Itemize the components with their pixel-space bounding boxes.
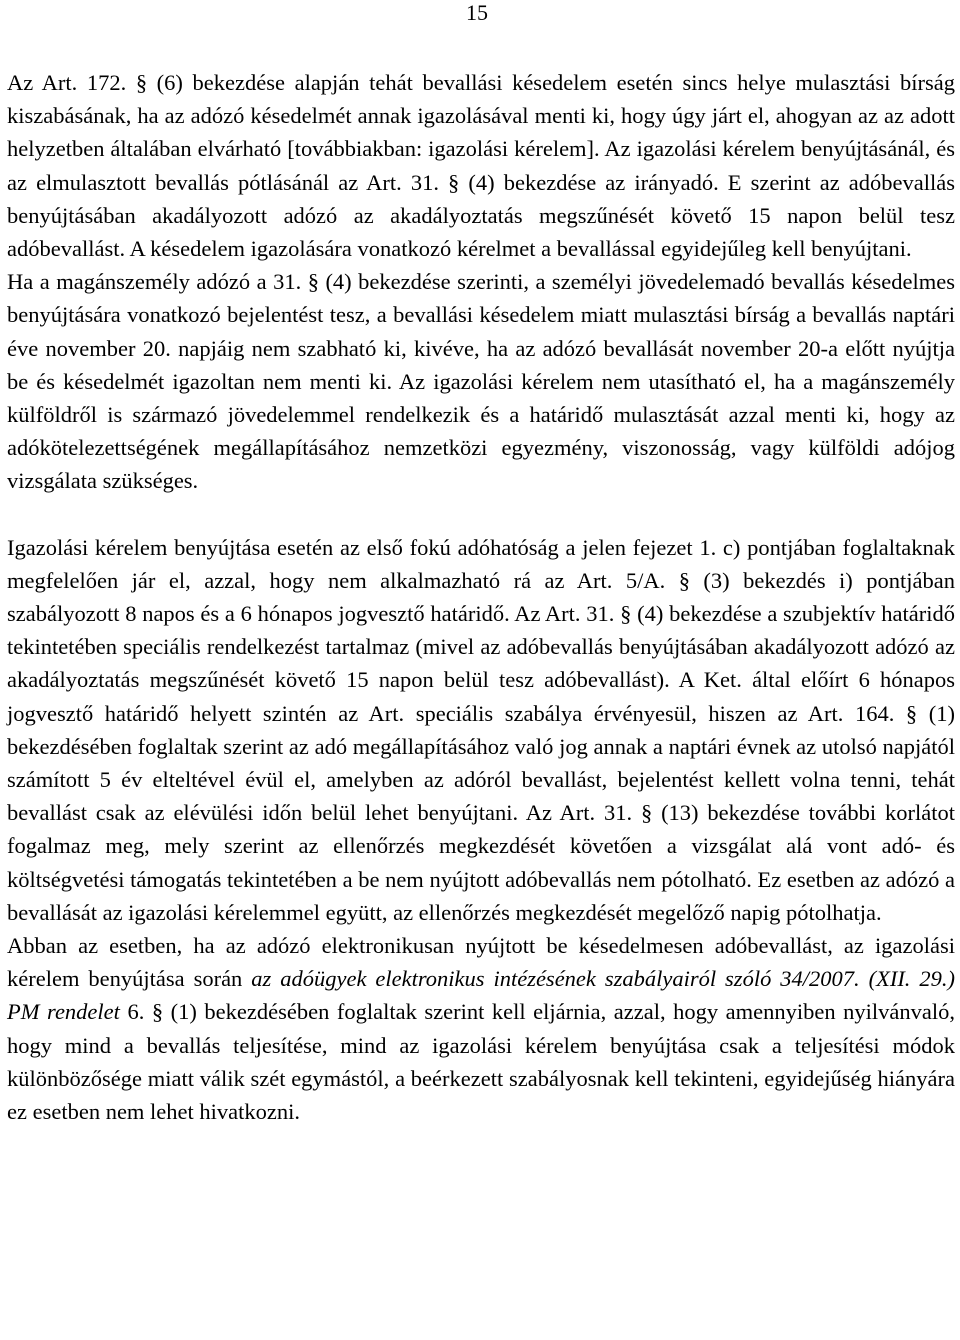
document-body (7, 66, 955, 1128)
paragraph-2-text: Ha a magánszemély adózó a 31. § (4) bekezdése szerinti, a személyi jövedelemadó bevallás késedelmes benyújtására vonatkozó bejelentést tesz, a bevallási késedelem miatt mulasztási bírság a bevallás naptári éve november 20. napjáig nem szabható ki, kivéve, ha az adózó bevallását november 20-a előtt nyújtja be és késedelmét igazoltan nem menti ki. Az igazolási kérelem nem utasítható el, ha a magánszemély külföldről is származó jövedelemmel rendelkezik és a határidő mulasztását azzal menti ki, hogy az adókötelezettségének megállapításához nemzetközi egyezmény, viszonosság, vagy külföldi adójog vizsgálata szükséges. (7, 269, 955, 494)
paragraph-3-text: Igazolási kérelem benyújtása esetén az első fokú adóhatóság a jelen fejezet 1. c) pontjában foglaltaknak megfelelően jár el, azzal, hogy nem alkalmazható rá az Art. 5/A. § (3) bekezdés i) pontjában szabályozott 8 napos és a 6 hónapos jogvesztő határidő. Az Art. 31. § (4) bekezdése a szubjektív határidő tekintetében speciális rendelkezést tartalmaz (mivel az adóbevallás benyújtásában akadályozott adózó az akadályoztatás megszűnését követő 15 napon belül tesz adóbevallást). A Ket. által előírt 6 hónapos jogvesztő határidő helyett szintén az Art. speciális szabálya érvényesül, hiszen az Art. 164. § (1) bekezdésében foglaltak szerint az adó megállapításához való jog annak a naptári évnek az utolsó napjától számított 5 év elteltével évül el, amelyben az adóról bevallást, bejelentést kellett volna tenni, tehát bevallást csak az elévülési időn belül lehet benyújtani. Az Art. 31. § (13) bekezdése további korlátot fogalmaz meg, mely szerint az ellenőrzés megkezdését követően a vizsgálat alá vont adó- és költségvetési támogatás tekintetében a be nem nyújtott adóbevallás nem pótolható. Ez esetben az adózó a bevallását az igazolási kérelemmel együtt, az ellenőrzés megkezdését megelőző napig pótolhatja. (7, 534, 955, 925)
paragraph-3 (7, 531, 955, 929)
paragraph-1 (7, 66, 955, 265)
paragraph-4-text-end: 6. § (1) bekezdésében foglaltak szerint kell eljárnia, azzal, hogy amennyiben nyilvánvaló, hogy mind a bevallás teljesítése, mind az igazolási kérelem benyújtása csak a teljesítési módok különbözősége miatt válik szét egymástól, a beérkezett szabályosnak kell tekinteni, egyidejűség hiányára ez esetben nem lehet hivatkozni. (7, 999, 955, 1125)
page-number: 15 (466, 0, 488, 25)
paragraph-1-text: Az Art. 172. § (6) bekezdése alapján tehát bevallási késedelem esetén sincs helye mulasztási bírság kiszabásának, ha az adózó késedelmét annak igazolásával menti ki, hogy úgy járt el, ahogyan az az adott helyzetben általában elvárható [továbbiakban: igazolási kérelem]. Az igazolási kérelem benyújtásánál, és az elmulasztott bevallás pótlásánál az Art. 31. § (4) bekezdése az irányadó. E szerint az adóbevallás benyújtásában akadályozott adózó az akadályoztatás megszűnését követő 15 napon belül tesz adóbevallást. A késedelem igazolására vonatkozó kérelmet a bevallással egyidejűleg kell benyújtani. (7, 70, 955, 262)
paragraph-4 (7, 929, 955, 1128)
regulation-citation: az adóügyek elektronikus intézésének szabályairól szóló 34/2007. (XII. 29.) PM rendelet (7, 966, 955, 1025)
paragraph-4-text-start: Abban az esetben, ha az adózó elektronikusan nyújtott be késedelmesen adóbevallást, az igazolási kérelem benyújtása során (7, 933, 955, 992)
paragraph-2 (7, 265, 955, 497)
